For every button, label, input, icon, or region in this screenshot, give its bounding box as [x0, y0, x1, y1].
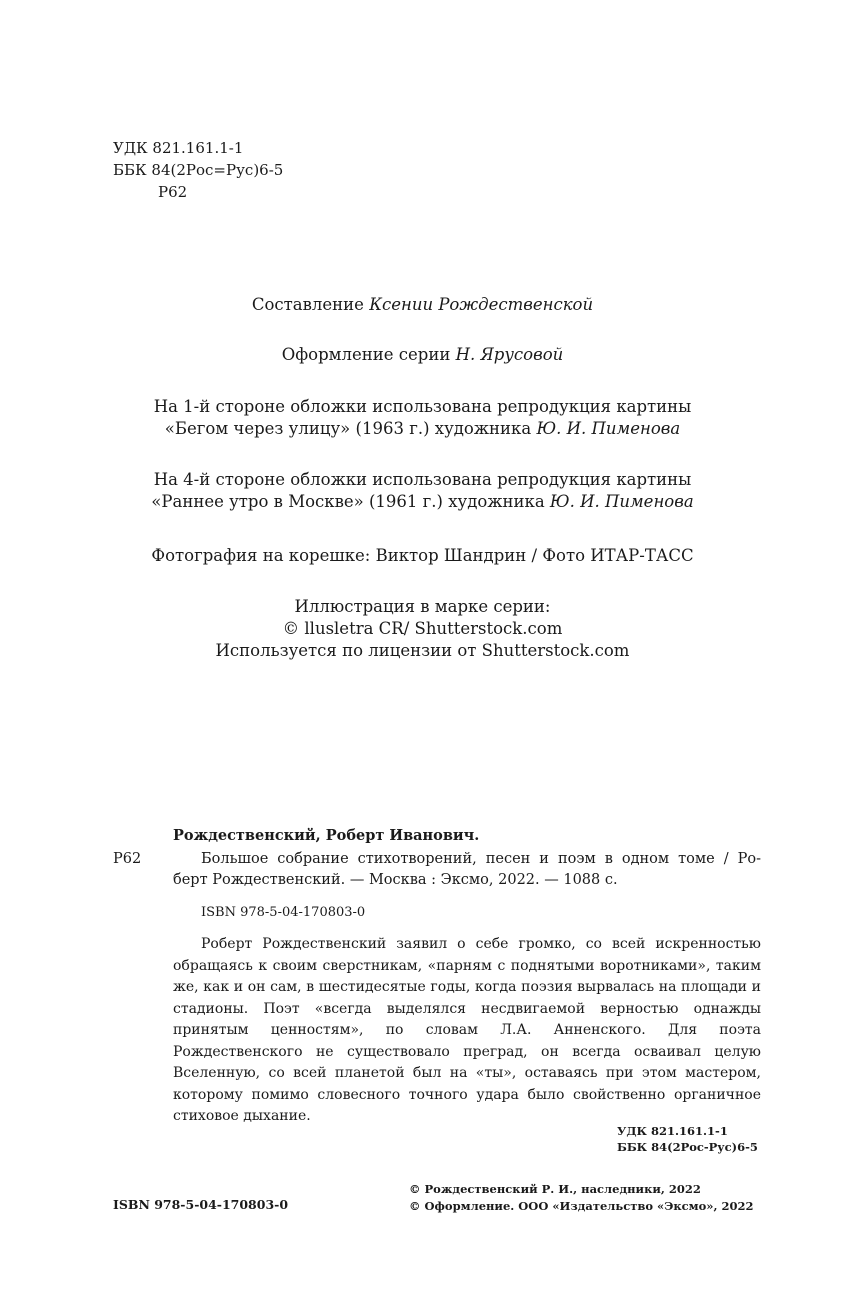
- series-mark-line2: © llusletra CR/ Shutterstock.com: [282, 619, 563, 638]
- spine-photo-line: Фотография на корешке: Виктор Шандрин / Фото ИТАР-ТАСС: [151, 546, 694, 565]
- spine-photo-credit: [0, 545, 845, 567]
- compiler-prefix: Составление: [251, 295, 364, 314]
- footer-udk: УДК 821.161.1-1: [617, 1124, 728, 1138]
- compiler-credit: [0, 294, 845, 316]
- copyright-author: © Рождественский Р. И., наследники, 2022: [409, 1182, 701, 1196]
- cover4-line1: На 4-й стороне обложки использована репродукция картины: [153, 470, 692, 489]
- compiler-name: Ксении Рождественской: [369, 295, 594, 314]
- annotation: Роберт Рождественский заявил о себе громко, со всей искренностью обращаясь к своим сверстникам, «парням с поднятыми воротниками», таким же, как и он сам, в шестидесятые годы, когда поэзия вырвалась на площади и стадионы. Поэт «всегда выделялся несдвигаемой верностью однажды принятым ценностям», по словам Л.А. Анненского. Для поэта Рождественского не существовало преград, он всегда осваивал целую Вселенную, со всей планетой был на «ты», оставаясь при этом мастером, которому помимо словесного точного удара было свойственно органичное стиховое дыхание.: [173, 936, 761, 1124]
- udk-code: УДК 821.161.1-1: [113, 139, 244, 157]
- bib-title-line2: берт Рождественский. — Москва : Эксмо, 2022. — 1088 с.: [173, 872, 618, 888]
- series-design-credit: [0, 344, 845, 366]
- bib-isbn: ISBN 978-5-04-170803-0: [201, 905, 366, 920]
- cover4-credit: [0, 469, 845, 513]
- series-mark-line3: Используется по лицензии от Shutterstock.com: [215, 641, 630, 660]
- cover1-credit: [0, 396, 845, 440]
- series-mark-credit: [0, 596, 845, 662]
- cover1-line1: На 1-й стороне обложки использована репродукция картины: [153, 397, 692, 416]
- author-sign: Р62: [158, 183, 188, 201]
- bbk-code: ББК 84(2Рос=Рус)6-5: [113, 161, 284, 179]
- cover4-line2: «Раннее утро в Москве» (1961 г.) художника: [151, 492, 545, 511]
- bib-heading: Рождественский, Роберт Иванович.: [173, 827, 480, 844]
- footer-isbn: ISBN 978-5-04-170803-0: [113, 1197, 289, 1212]
- copyright-design: © Оформление. ООО «Издательство «Эксмо», 2022: [409, 1199, 754, 1213]
- cover1-line2: «Бегом через улицу» (1963 г.) художника: [164, 419, 532, 438]
- series-design-prefix: Оформление серии: [281, 345, 451, 364]
- series-design-name: Н. Ярусовой: [455, 345, 564, 364]
- footer-bbk: ББК 84(2Рос-Рус)6-5: [617, 1140, 758, 1154]
- series-mark-line1: Иллюстрация в марке серии:: [294, 597, 551, 616]
- bib-sign: Р62: [113, 851, 142, 867]
- bib-title-line1: Большое собрание стихотворений, песен и поэм в одном томе / Ро-: [201, 851, 761, 867]
- cover4-artist: Ю. И. Пименова: [549, 492, 694, 511]
- cover1-artist: Ю. И. Пименова: [536, 419, 681, 438]
